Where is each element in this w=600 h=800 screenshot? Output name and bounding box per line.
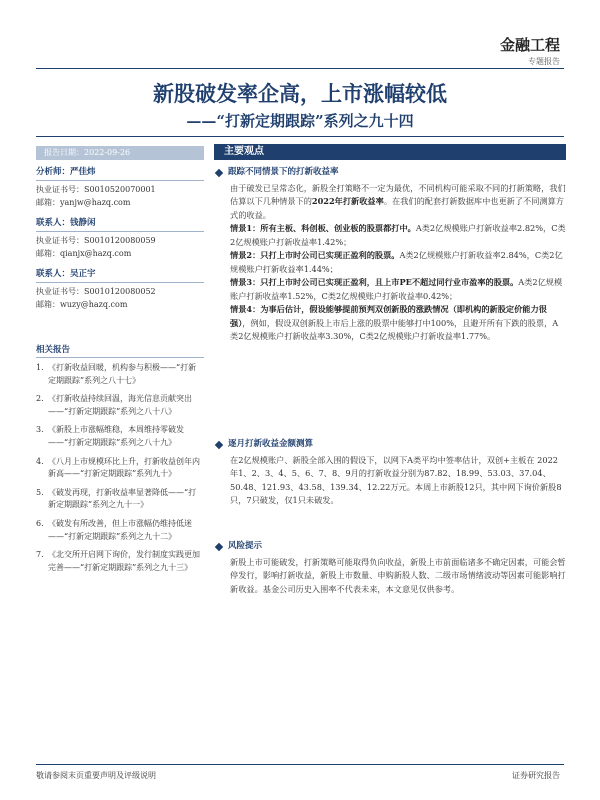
related-report-item[interactable] — [36, 393, 204, 418]
report-subtitle: ——“打新定期跟踪”系列之九十四 — [186, 112, 414, 130]
doc-type: 专题报告 — [528, 57, 560, 66]
related-report-number: 3. — [36, 425, 44, 435]
related-report-title: 《打新收益持续回温，海光信息贡献突出——“打新定期跟踪”系列之八十八》 — [48, 394, 192, 416]
contact-license: 执业证书号：S0010120080059 — [36, 236, 156, 245]
related-report-number: 2. — [36, 394, 44, 404]
section-scenarios — [214, 166, 566, 344]
brand-name: 金融工程 — [499, 36, 560, 54]
contact-email[interactable]: 邮箱：wuzy@hazq.com — [36, 300, 128, 309]
related-report-item[interactable] — [36, 424, 204, 449]
para-tail: 。在我们的配套打新数据库中也更新了不同测算方式的收益。 — [230, 196, 564, 220]
para-text: A类2亿规模账户打新收益率2.84%，C类2亿规模账户打新收益率1.44%； — [230, 250, 563, 274]
paragraph — [214, 556, 566, 597]
related-report-title: 《打新收益回暖，机构参与积极——“打新定期跟踪”系列之八十七》 — [48, 363, 197, 385]
related-report-title: 《新股上市涨幅维稳，本周维持零破发——“打新定期跟踪”系列之八十九》 — [48, 425, 184, 447]
para-text: ，例如，假设双创新股上市后上涨的股票中能够打中100%，且避开所有下跌的股票，A类2亿规模账户打新收益率3.30%，C类2亿规模账户打新收益率1.77%。 — [230, 317, 559, 341]
section-heading-text: 风险提示 — [228, 541, 263, 551]
paragraph — [214, 222, 566, 249]
section-heading-text: 跟踪不同情景下的打新收益率 — [228, 167, 339, 177]
report-title: 新股破发率企高，上市涨幅较低 — [153, 81, 447, 106]
header-divider — [36, 68, 564, 69]
para-label: 情景1：所有主板、科创板、创业板的股票都打中。 — [230, 223, 416, 233]
related-report-number: 5. — [36, 487, 44, 497]
contact-license: 执业证书号：S0010520070001 — [36, 185, 156, 194]
contact-head: 联系人：钱静闲 — [36, 217, 204, 232]
related-report-number: 1. — [36, 363, 44, 372]
contact-email[interactable]: 邮箱：yanjw@hazq.com — [36, 198, 131, 207]
paragraph — [214, 182, 566, 223]
para-label: 情景3：只打上市时公司已实现正盈利，且上市PE不超过同行业市盈率的股票。 — [230, 277, 519, 287]
para-text: 由于破发已呈常态化，新股全打策略不一定为最优，不同机构可能采取不同的打新策略，我们估算以下几种情景下的 — [230, 182, 566, 206]
section-heading — [214, 540, 566, 554]
related-report-item[interactable] — [36, 487, 204, 512]
para-text: 新股上市可能破发，打新策略可能取得负向收益，新股上市前面临诸多不确定因素，可能会暂停发行，影响打新收益，新股上市数量、申购新股人数、二级市场情绪波动等因素可能影响打新收益。基金公司历史入围率不代表未来，本文意见仅供参考。 — [230, 556, 566, 594]
section-heading — [214, 438, 566, 452]
section-heading — [214, 166, 566, 180]
diamond-bullet-icon — [215, 169, 223, 177]
section-heading-text: 逐月打新收益金额测算 — [228, 439, 314, 449]
related-report-number: 4. — [36, 456, 44, 466]
related-report-number: 6. — [36, 518, 44, 528]
contact-head: 分析师：严佳炜 — [36, 166, 204, 181]
diamond-bullet-icon — [215, 543, 223, 551]
para-text: A类2亿规模账户打新收益率1.52%，C类2亿规模账户打新收益率0.42%； — [230, 277, 563, 301]
report-date: 报告日期：2022-09-26 — [36, 146, 204, 160]
paragraph — [214, 454, 566, 508]
related-reports-heading: 相关报告 — [36, 343, 204, 358]
para-label: 情景4：为事后估计，假设能够提前预判双创新股的涨跌情况（即机构的新股定价能力很强） — [230, 304, 547, 328]
related-report-title: 《北交所开启网下询价，发行制度实践更加完善——“打新定期跟踪”系列之九十三》 — [48, 550, 200, 572]
footer-label: 证券研究报告 — [512, 771, 560, 780]
contact-person-2 — [36, 268, 204, 311]
related-report-number: 7. — [36, 550, 44, 560]
paragraph — [214, 303, 566, 344]
contact-license: 执业证书号：S0010120080052 — [36, 287, 156, 296]
contact-analyst — [36, 166, 204, 209]
para-text: A类2亿规模账户打新收益率2.82%，C类2亿规模账户打新收益率1.42%； — [230, 223, 566, 247]
footer-disclaimer[interactable]: 敬请参阅末页重要声明及评级说明 — [36, 771, 156, 780]
related-report-title: 《破发有所改善，但上市涨幅仍维持低迷——“打新定期跟踪”系列之九十二》 — [48, 518, 192, 541]
paragraph — [214, 249, 566, 276]
para-label: 情景2：只打上市时公司已实现正盈利的股票。 — [230, 250, 400, 260]
paragraph — [214, 276, 566, 303]
title-divider — [36, 136, 564, 137]
contacts-panel — [36, 166, 204, 319]
footer-divider — [36, 764, 564, 765]
related-report-item[interactable] — [36, 362, 204, 387]
contact-email[interactable]: 邮箱：qianjx@hazq.com — [36, 249, 132, 258]
contact-head: 联系人：吴正宇 — [36, 268, 204, 283]
related-report-title: 《破发再现，打新收益率显著降低——“打新定期跟踪”系列之九十一》 — [48, 487, 197, 510]
related-report-item[interactable] — [36, 518, 204, 543]
related-reports-list — [36, 362, 204, 580]
para-text: 在2亿规模账户、新股全部入围的假设下，以网下A类平均中签率估计，双创+主板在 2022年1、2、3、4、5、6、7、8、9月的打新收益分别为87.82、18.99、53.03、37.04、50.48、121.93、43.58、139.34、12.22万元。本周上市新股12只，其中网下询价新股8只，7只破发，仅1只未破发。 — [230, 454, 562, 505]
para-bold: 2022年打新收益率 — [311, 196, 384, 206]
main-points-bar: 主要观点 — [214, 144, 566, 160]
section-risk — [214, 540, 566, 596]
contact-person-1 — [36, 217, 204, 260]
related-report-item[interactable] — [36, 549, 204, 574]
section-monthly — [214, 438, 566, 508]
related-report-item[interactable] — [36, 456, 204, 481]
related-report-title: 《八月上市规模环比上升，打新收益创年内新高——“打新定期跟踪”系列九十》 — [48, 456, 200, 479]
diamond-bullet-icon — [215, 441, 223, 449]
